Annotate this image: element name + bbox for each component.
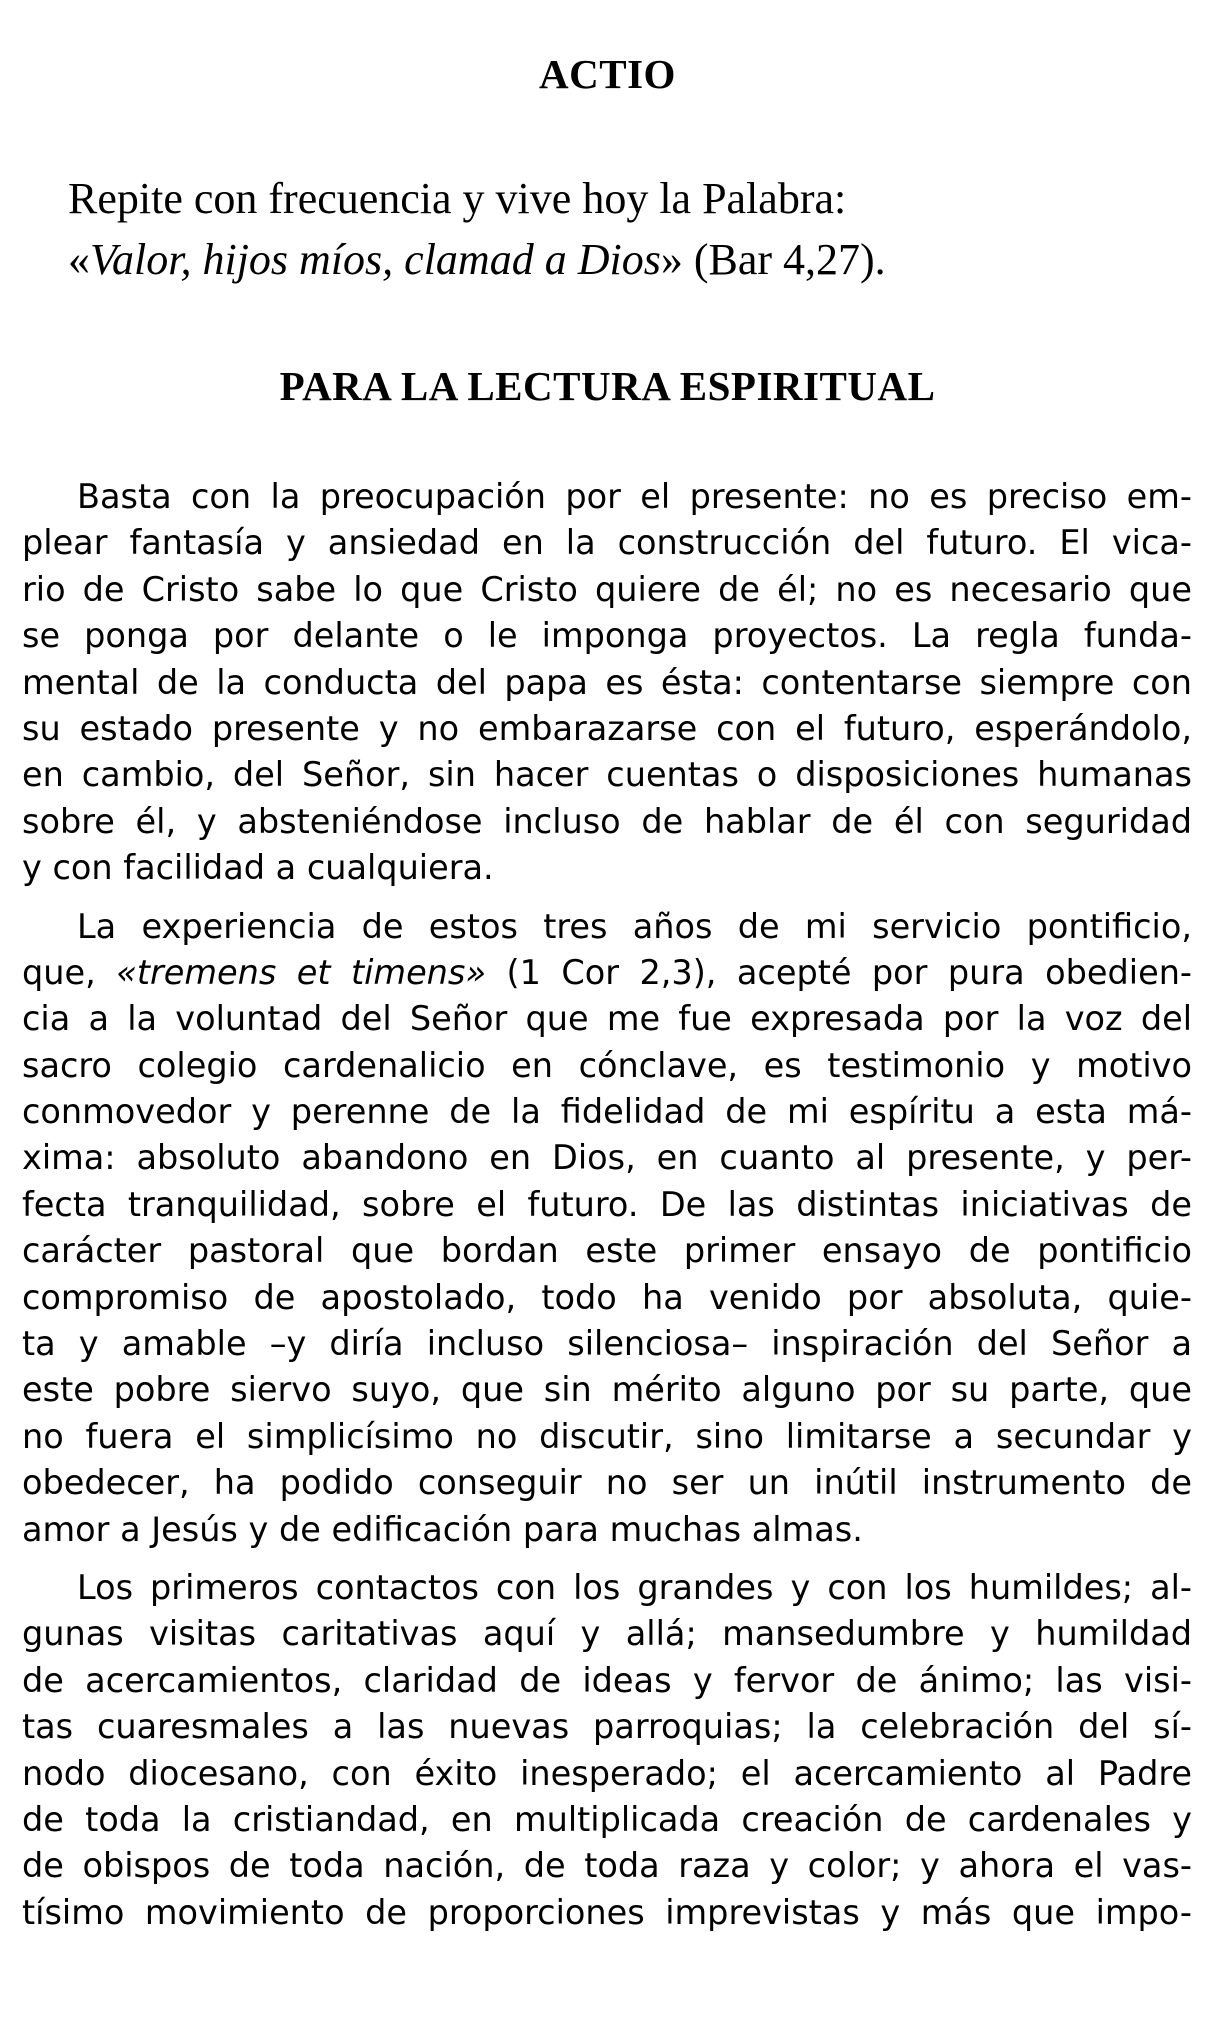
text-line: se ponga por delante o le imponga proyectos. La regla funda- — [22, 616, 1192, 656]
text-line: tísimo movimiento de proporciones imprevistas y más que impo- — [22, 1892, 1192, 1932]
text-line: obedecer, ha podido conseguir no ser un inútil instrumento de — [22, 1463, 1192, 1503]
text-line: de acercamientos, claridad de ideas y fervor de ánimo; las visi- — [22, 1660, 1192, 1700]
actio-quote: Valor, hijos míos, clamad a Dios — [90, 235, 661, 284]
text-line: carácter pastoral que bordan este primer ensayo de pontificio — [22, 1231, 1192, 1271]
text-segment: (1 Cor 2,3), acepté por pura obedien- — [486, 952, 1192, 992]
latin-quote: «tremens et timens» — [116, 952, 487, 992]
text-line: sacro colegio cardenalicio en cónclave, es testimonio y motivo — [22, 1045, 1192, 1085]
actio-line-2 — [68, 229, 1168, 290]
actio-line-1: Repite con frecuencia y vive hoy la Palabra: — [68, 174, 847, 223]
paragraph-1 — [22, 474, 1192, 892]
text-line: amor a Jesús y de edificación para muchas almas. — [22, 1509, 863, 1549]
text-line: conmovedor y perenne de la fidelidad de mi espíritu a esta má- — [22, 1092, 1192, 1132]
text-line: plear fantasía y ansiedad en la construcción del futuro. El vica- — [22, 523, 1192, 563]
text-line: nodo diocesano, con éxito inesperado; el acercamiento al Padre — [22, 1753, 1192, 1793]
text-line: tas cuaresmales a las nuevas parroquias; la celebración del sí- — [22, 1707, 1192, 1747]
paragraph-2 — [22, 904, 1192, 1553]
actio-heading: ACTIO — [539, 51, 676, 97]
spiritual-reading — [22, 474, 1192, 1948]
text-segment: que, — [22, 952, 117, 992]
text-line: de toda la cristiandad, en multiplicada creación de cardenales y — [22, 1799, 1192, 1839]
paragraph-3 — [22, 1565, 1192, 1936]
text-line: xima: absoluto abandono en Dios, en cuanto al presente, y per- — [22, 1138, 1192, 1178]
lectura-heading: PARA LA LECTURA ESPIRITUAL — [279, 363, 936, 409]
text-line: y con facilidad a cualquiera. — [22, 848, 494, 888]
text-line: este pobre siervo suyo, que sin mérito alguno por su parte, que — [22, 1370, 1192, 1410]
text-line: no fuera el simplicísimo no discutir, sino limitarse a secundar y — [22, 1416, 1192, 1456]
text-line: de obispos de toda nación, de toda raza y color; y ahora el vas- — [22, 1846, 1192, 1886]
text-line: La experiencia de estos tres años de mi servicio pontificio, — [77, 906, 1192, 946]
quote-open: « — [68, 235, 90, 284]
text-line: cia a la voluntad del Señor que me fue expresada por la voz del — [22, 999, 1192, 1039]
text-line: Basta con la preocupación por el presente: no es preciso em- — [77, 477, 1192, 516]
text-line: Los primeros contactos con los grandes y con los humildes; al- — [77, 1567, 1192, 1607]
quote-close: » — [660, 235, 683, 284]
text-line: ta y amable –y diría incluso silenciosa– inspiración del Señor a — [22, 1324, 1192, 1364]
text-line: su estado presente y no embarazarse con el futuro, esperándolo, — [22, 708, 1192, 748]
text-line: compromiso de apostolado, todo ha venido por absoluta, quie- — [22, 1277, 1192, 1317]
text-line: sobre él, y absteniéndose incluso de hablar de él con seguridad — [22, 801, 1192, 841]
text-line: fecta tranquilidad, sobre el futuro. De las distintas iniciativas de — [22, 1184, 1192, 1224]
actio-text — [68, 168, 1168, 290]
text-line: rio de Cristo sabe lo que Cristo quiere de él; no es necesario que — [22, 569, 1192, 609]
text-line: en cambio, del Señor, sin hacer cuentas o disposiciones humanas — [22, 755, 1192, 795]
text-line-with-quote — [22, 950, 1192, 996]
actio-reference: (Bar 4,27). — [682, 235, 886, 284]
text-line: mental de la conducta del papa es ésta: contentarse siempre con — [22, 662, 1192, 702]
text-line: gunas visitas caritativas aquí y allá; mansedumbre y humildad — [22, 1614, 1192, 1654]
